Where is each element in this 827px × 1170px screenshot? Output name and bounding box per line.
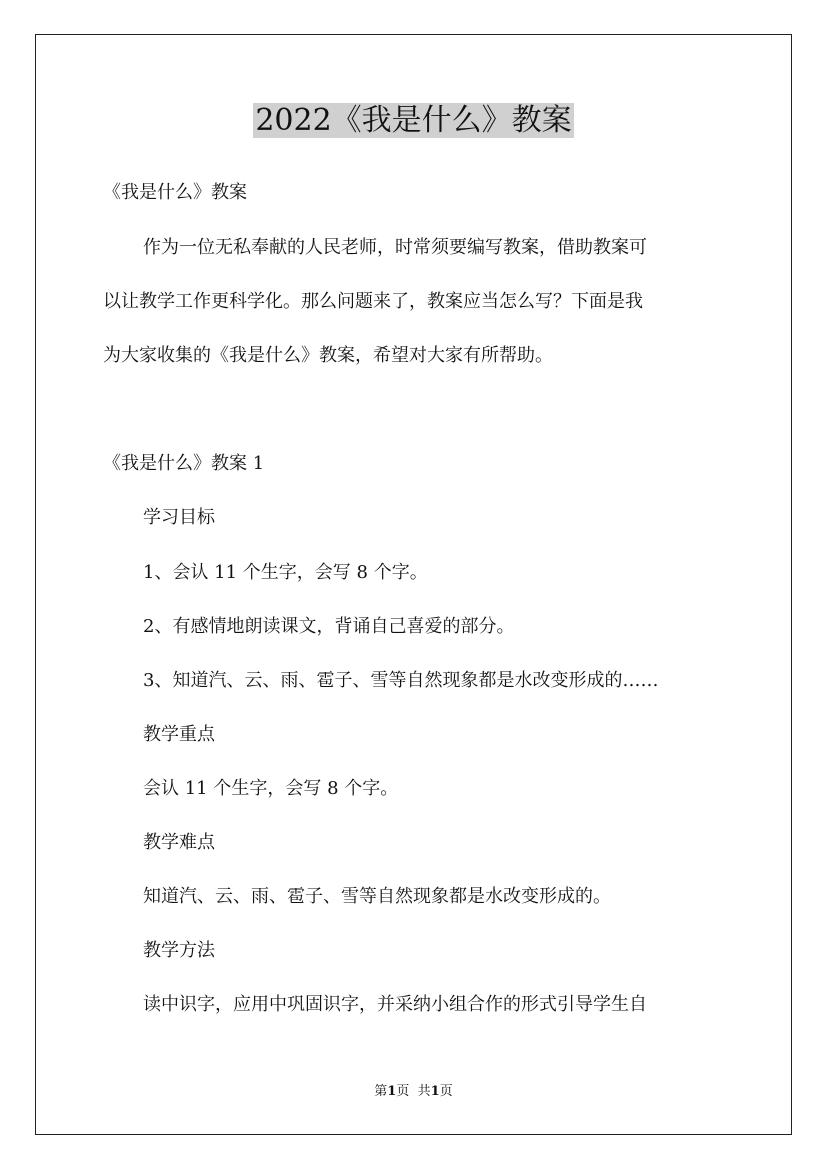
document-title xyxy=(0,100,827,142)
teaching-difficulty-text: 知道汽、云、雨、雹子、雪等自然现象都是水改变形成的。 xyxy=(143,886,611,907)
footer-total-prefix: 共 xyxy=(417,1084,431,1099)
title-text: 2022《我是什么》教案 xyxy=(255,103,572,138)
section-heading-lesson-1: 《我是什么》教案 1 xyxy=(103,453,265,474)
teaching-method-text: 读中识字，应用中巩固识字，并采纳小组合作的形式引导学生自 xyxy=(143,994,647,1015)
heading-learning-objectives: 学习目标 xyxy=(143,507,215,528)
footer-page-suffix: 页 xyxy=(396,1084,410,1099)
footer-total-pages: 1 xyxy=(430,1084,440,1099)
page-footer xyxy=(0,1083,827,1101)
section-heading-main: 《我是什么》教案 xyxy=(103,182,247,203)
objective-item-2: 2、有感情地朗读课文，背诵自己喜爱的部分。 xyxy=(143,616,515,637)
teaching-focus-text: 会认 11 个生字，会写 8 个字。 xyxy=(143,778,399,799)
heading-teaching-difficulty: 教学难点 xyxy=(143,832,215,853)
heading-teaching-focus: 教学重点 xyxy=(143,724,215,745)
intro-paragraph-line-3: 为大家收集的《我是什么》教案，希望对大家有所帮助。 xyxy=(103,345,553,366)
footer-page-prefix: 第 xyxy=(374,1084,388,1099)
footer-total-suffix: 页 xyxy=(439,1084,453,1099)
intro-paragraph-line-1: 作为一位无私奉献的人民老师，时常须要编写教案，借助教案可 xyxy=(143,237,647,258)
heading-teaching-method: 教学方法 xyxy=(143,940,215,961)
objective-item-1: 1、会认 11 个生字，会写 8 个字。 xyxy=(143,562,428,583)
footer-page-number: 1 xyxy=(387,1084,397,1099)
objective-item-3: 3、知道汽、云、雨、雹子、雪等自然现象都是水改变形成的…… xyxy=(143,670,659,691)
intro-paragraph-line-2: 以让教学工作更科学化。那么问题来了，教案应当怎么写？下面是我 xyxy=(103,291,643,312)
